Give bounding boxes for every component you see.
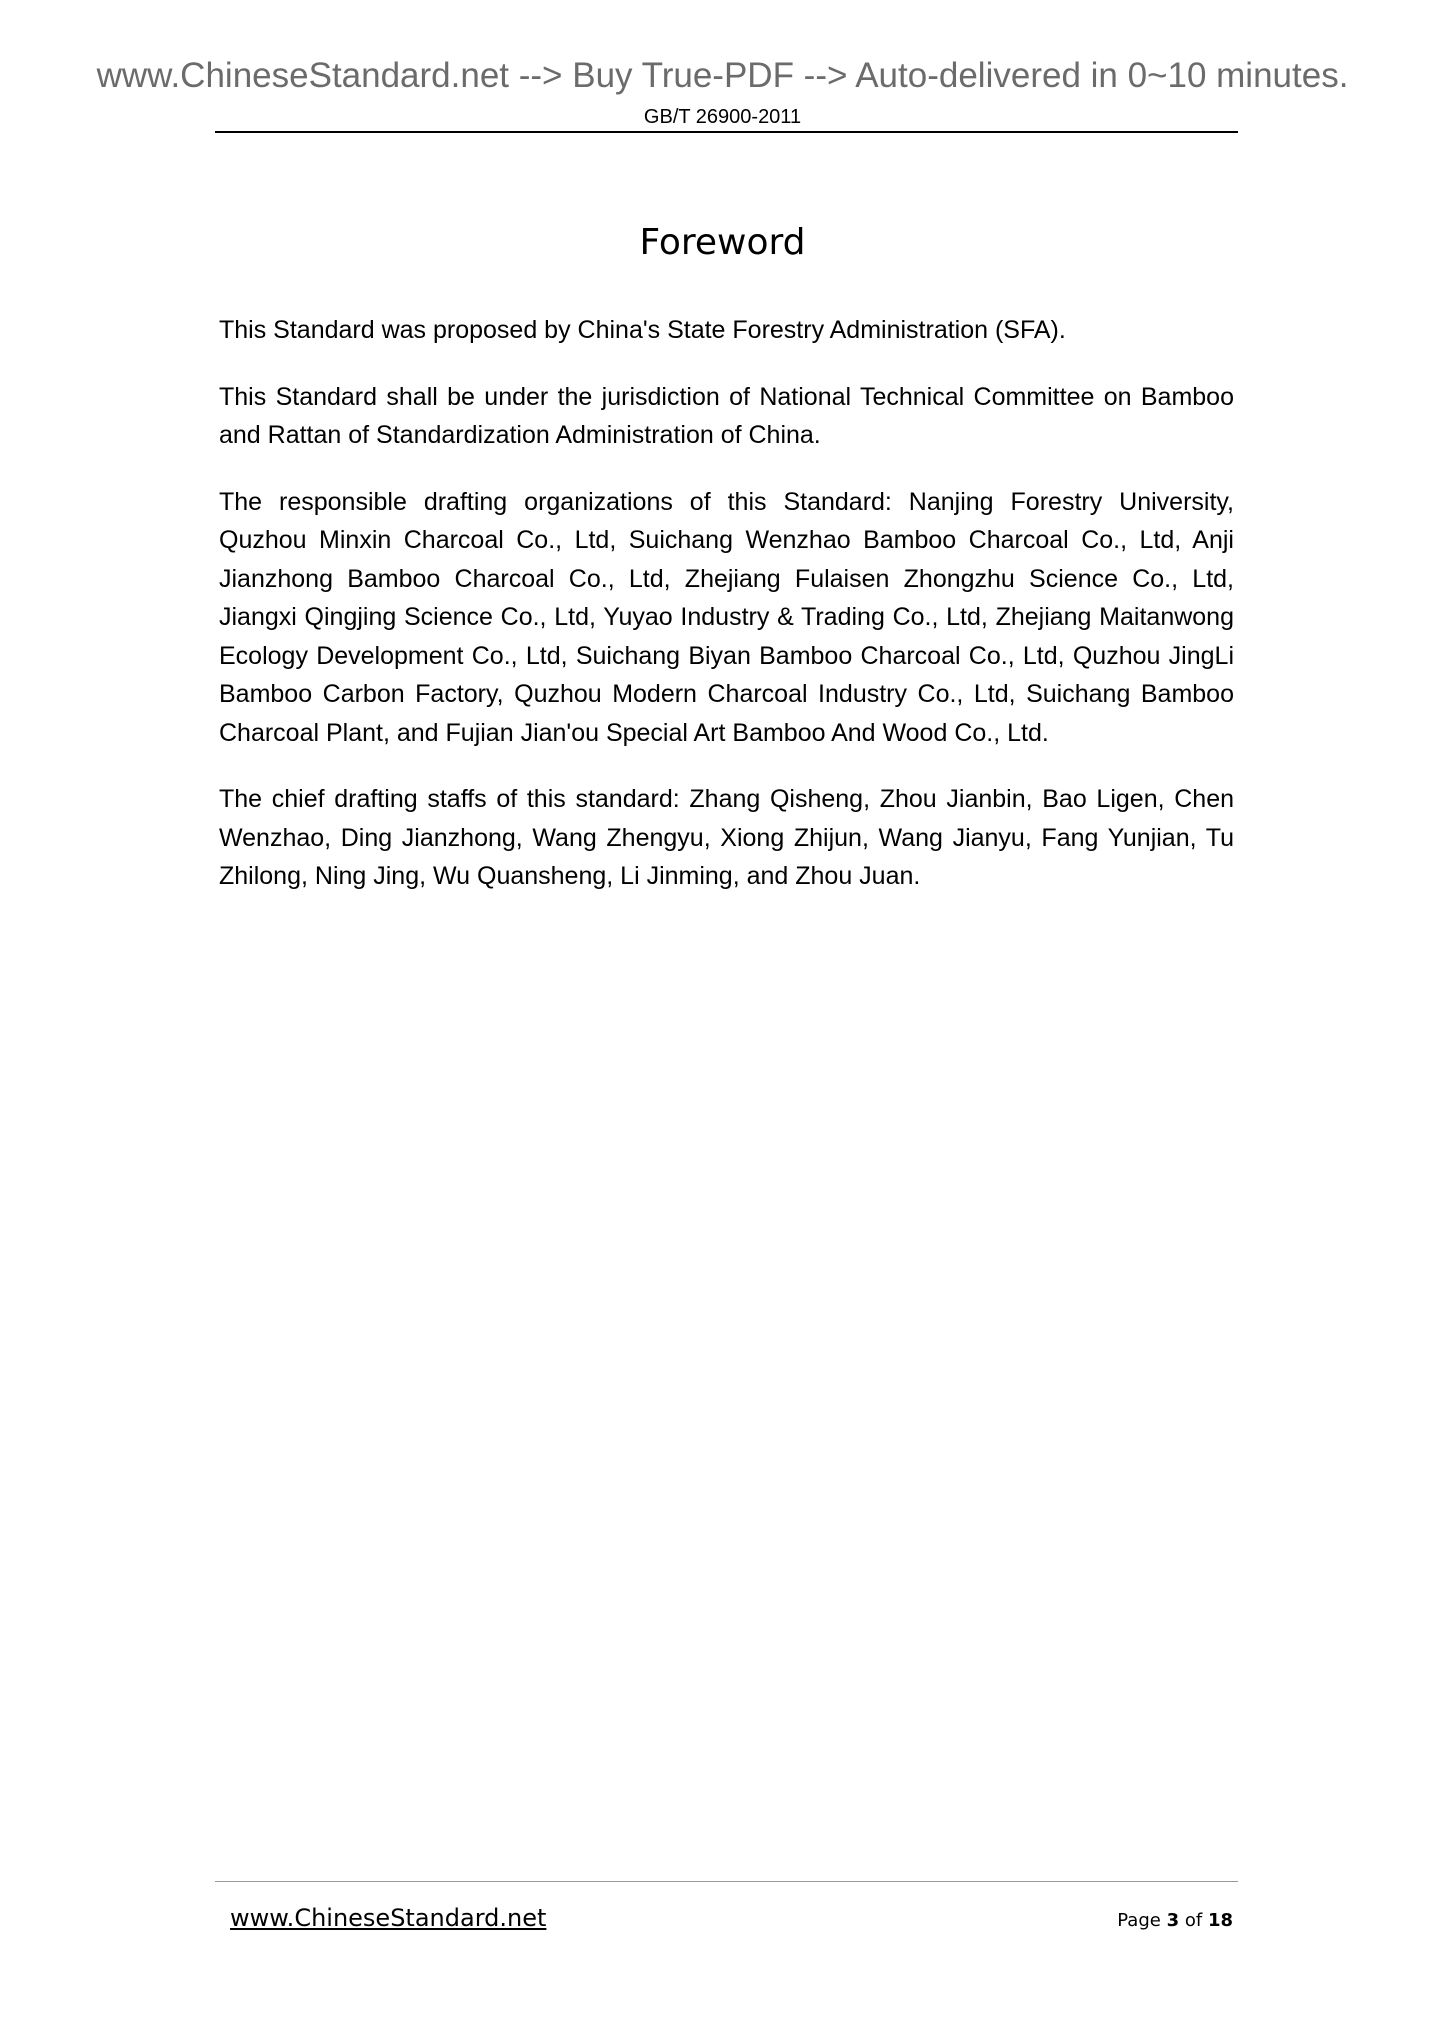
page-current: 3 bbox=[1166, 1910, 1180, 1931]
page-number bbox=[1117, 1910, 1233, 1931]
page-label: Page bbox=[1117, 1910, 1161, 1931]
header-banner: www.ChineseStandard.net --> Buy True-PDF --> Auto-delivered in 0~10 minutes. bbox=[96, 56, 1349, 95]
page-title: Foreword bbox=[639, 222, 806, 263]
paragraph-drafting-organizations: The responsible drafting organizations of this Standard: Nanjing Forestry University, Quzhou Minxin Charcoal Co., Ltd, Suichang Wenzhao Bamboo Charcoal Co., Ltd, Anji Jianzhong Bamboo Charcoal Co., Ltd, Zhejiang Fulaisen Zhongzhu Science Co., Ltd, Jiangxi Qingjing Science Co., Ltd, Yuyao Industry & Trading Co., Ltd, Zhejiang Maitanwong Ecology Development Co., Ltd, Suichang Biyan Bamboo Charcoal Co., Ltd, Quzhou JingLi Bamboo Carbon Factory, Quzhou Modern Charcoal Industry Co., Ltd, Suichang Bamboo Charcoal Plant, and Fujian Jian'ou Special Art Bamboo And Wood Co., Ltd. bbox=[219, 487, 1234, 747]
foreword-body bbox=[219, 311, 1234, 924]
footer-website-link[interactable]: www.ChineseStandard.net bbox=[230, 1904, 547, 1932]
document-code: GB/T 26900-2011 bbox=[643, 106, 802, 128]
page-total: 18 bbox=[1207, 1910, 1233, 1931]
paragraph-jurisdiction: This Standard shall be under the jurisdiction of National Technical Committee on Bamboo and Rattan of Standardization Administration of China. bbox=[219, 382, 1234, 449]
header-divider bbox=[215, 131, 1238, 133]
footer-divider bbox=[215, 1881, 1238, 1882]
page-of-label: of bbox=[1184, 1910, 1203, 1931]
paragraph-drafting-staff: The chief drafting staffs of this standard: Zhang Qisheng, Zhou Jianbin, Bao Ligen, Chen Wenzhao, Ding Jianzhong, Wang Zhengyu, Xiong Zhijun, Wang Jianyu, Fang Yunjian, Tu Zhilong, Ning Jing, Wu Quansheng, Li Jinming, and Zhou Juan. bbox=[219, 785, 1234, 890]
paragraph-proposal: This Standard was proposed by China's State Forestry Administration (SFA). bbox=[219, 316, 1066, 344]
